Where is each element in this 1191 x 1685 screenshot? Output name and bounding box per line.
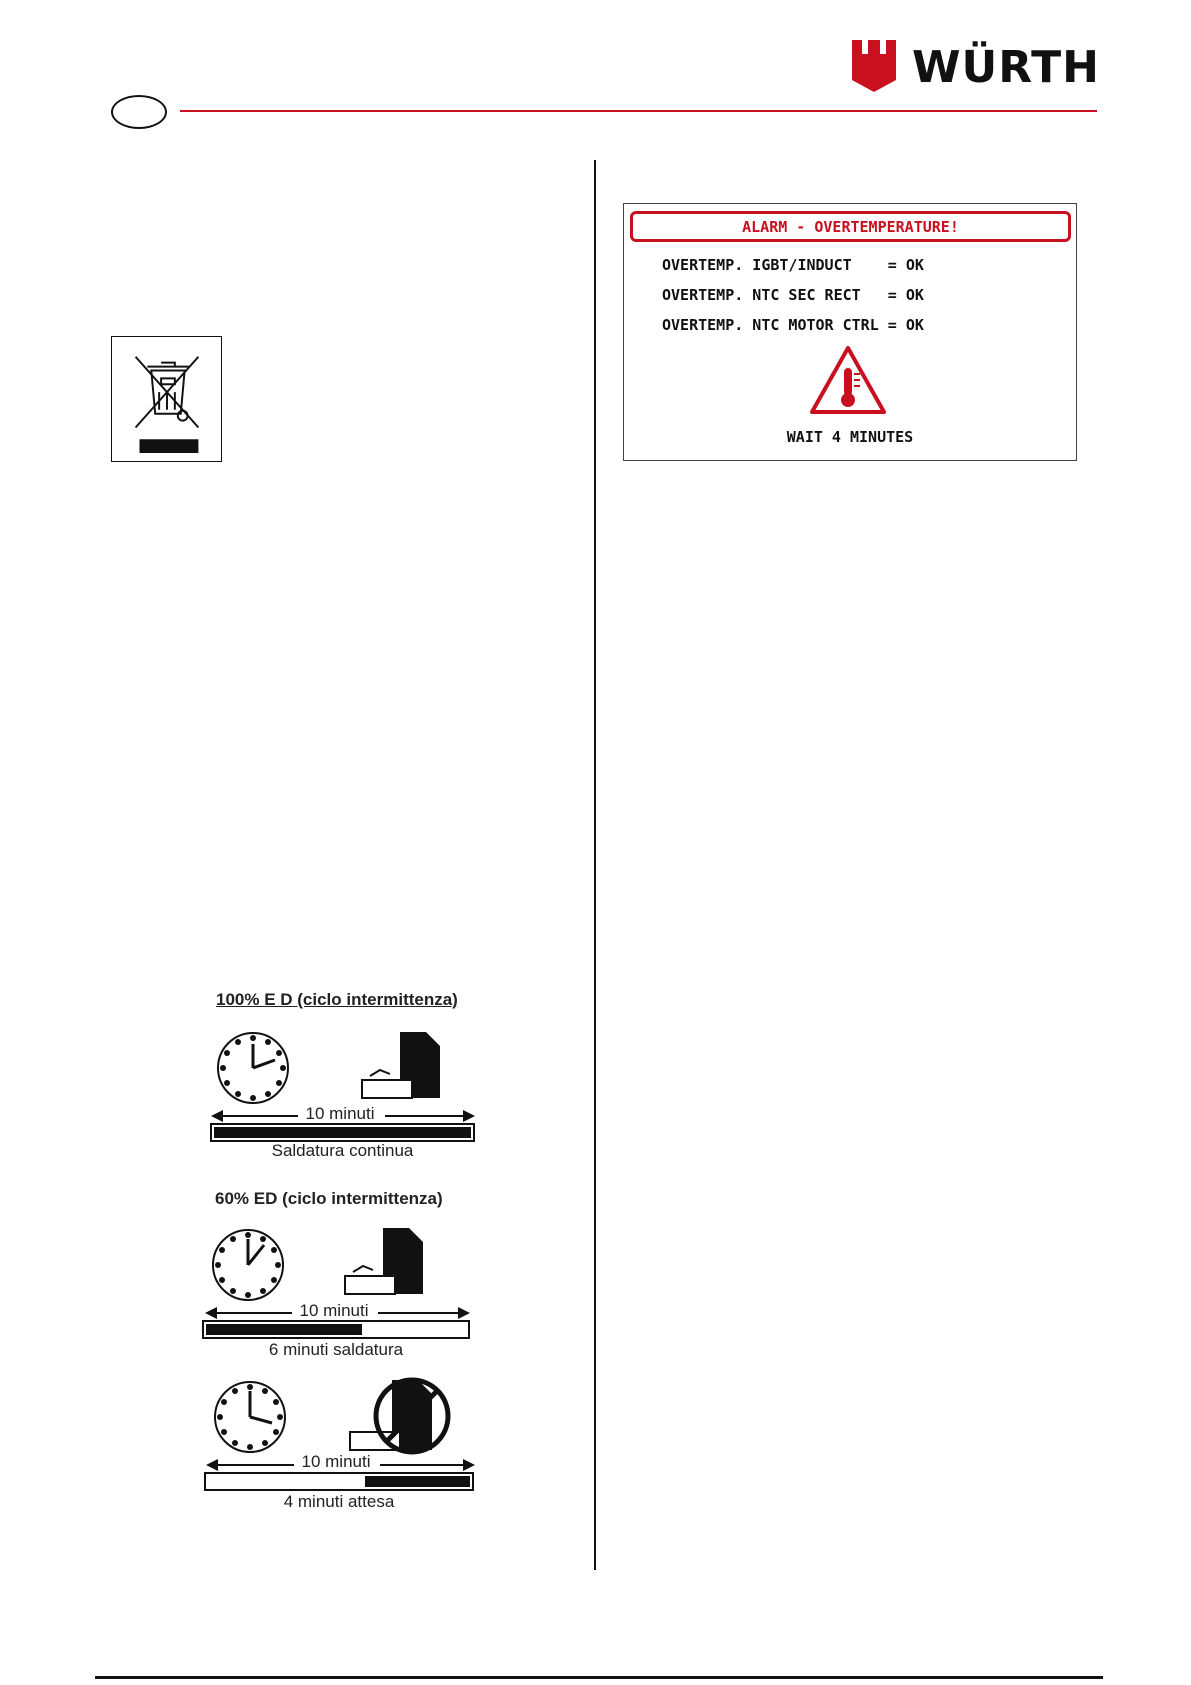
weld-portion	[214, 1127, 471, 1138]
duty-cycle-60-caption: 6 minuti saldatura	[268, 1340, 404, 1359]
duty-cycle-40-span: 10 minuti	[301, 1452, 371, 1471]
column-divider	[594, 160, 596, 1570]
span-arrow-left	[213, 1115, 298, 1117]
duty-cycle-40-caption: 4 minuti attesa	[283, 1492, 395, 1511]
duty-cycle-100-bar	[210, 1123, 475, 1142]
footer-rule	[95, 1676, 1103, 1679]
clock-icon	[210, 1227, 286, 1303]
duty-cycle-60-span: 10 minuti	[299, 1301, 369, 1320]
no-welding-icon	[346, 1376, 456, 1456]
welder-icon	[343, 1226, 439, 1296]
duty-cycle-100-caption: Saldatura continua	[271, 1141, 414, 1160]
alarm-title: ALARM - OVERTEMPERATURE!	[630, 211, 1071, 242]
weee-crossed-bin-icon	[111, 336, 222, 462]
alarm-line-igbt: OVERTEMP. IGBT/INDUCT = OK	[662, 256, 924, 274]
alarm-wait-message: WAIT 4 MINUTES	[786, 428, 914, 446]
span-arrow-right	[378, 1312, 468, 1314]
clock-icon	[215, 1030, 291, 1106]
language-badge	[111, 95, 167, 129]
duty-cycle-40-bar	[204, 1472, 474, 1491]
span-arrow-left	[207, 1312, 292, 1314]
span-arrow-left	[208, 1464, 294, 1466]
wait-portion	[365, 1476, 470, 1487]
thermometer-warning-icon	[808, 344, 888, 416]
span-arrow-right	[380, 1464, 473, 1466]
duty-cycle-60-heading: 60% ED (ciclo intermittenza)	[215, 1189, 443, 1208]
duty-cycle-100-span: 10 minuti	[305, 1104, 375, 1123]
alarm-line-ntc-motor: OVERTEMP. NTC MOTOR CTRL = OK	[662, 316, 924, 334]
header-rule	[180, 110, 1097, 112]
duty-cycle-60-bar	[202, 1320, 470, 1339]
duty-cycle-100-heading: 100% E D (ciclo intermittenza)	[216, 990, 458, 1009]
brand-name: WÜRTH	[912, 42, 1101, 93]
weld-portion	[206, 1324, 362, 1335]
welder-icon	[360, 1030, 456, 1100]
clock-icon	[212, 1379, 288, 1455]
alarm-line-ntc-sec: OVERTEMP. NTC SEC RECT = OK	[662, 286, 924, 304]
span-arrow-right	[385, 1115, 473, 1117]
